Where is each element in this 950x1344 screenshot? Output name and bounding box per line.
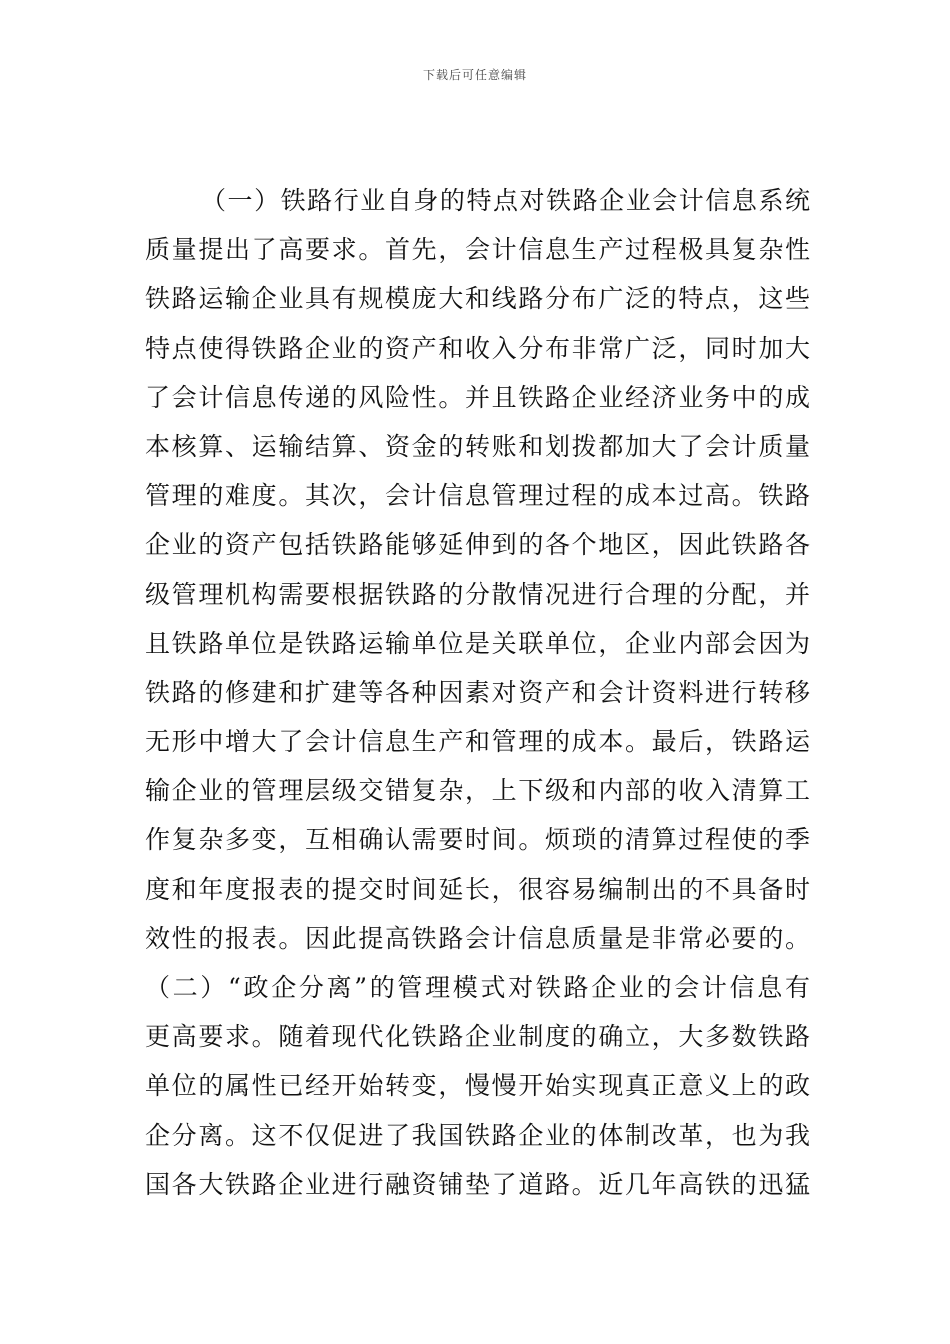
text-line: 更高要求。随着现代化铁路企业制度的确立，大多数铁路 bbox=[145, 1022, 810, 1052]
text-line: 企分离。这不仅促进了我国铁路企业的体制改革，也为我 bbox=[145, 1120, 810, 1150]
text-line: 度和年度报表的提交时间延长，很容易编制出的不具备时 bbox=[145, 874, 810, 904]
text-line: 效性的报表。因此提高铁路会计信息质量是非常必要的。 bbox=[145, 923, 810, 953]
text-line: 企业的资产包括铁路能够延伸到的各个地区，因此铁路各 bbox=[145, 530, 810, 560]
text-line: 铁路的修建和扩建等各种因素对资产和会计资料进行转移 bbox=[145, 677, 810, 707]
text-line: 铁路运输企业具有规模庞大和线路分布广泛的特点，这些 bbox=[145, 284, 810, 314]
text-line: 国各大铁路企业进行融资铺垫了道路。近几年高铁的迅猛 bbox=[145, 1169, 810, 1199]
text-line: （一）铁路行业自身的特点对铁路企业会计信息系统 bbox=[201, 186, 810, 215]
text-line: 无形中增大了会计信息生产和管理的成本。最后，铁路运 bbox=[145, 727, 810, 757]
text-line: （二）“政企分离”的管理模式对铁路企业的会计信息有 bbox=[145, 973, 810, 1002]
text-line: 输企业的管理层级交错复杂，上下级和内部的收入清算工 bbox=[145, 776, 810, 806]
body-text bbox=[145, 176, 810, 1209]
text-line: 单位的属性已经开始转变，慢慢开始实现真正意义上的政 bbox=[145, 1071, 810, 1101]
header-note: 下载后可任意编辑 bbox=[422, 68, 527, 82]
text-line: 作复杂多变，互相确认需要时间。烦琐的清算过程使的季 bbox=[145, 825, 810, 855]
text-line: 特点使得铁路企业的资产和收入分布非常广泛，同时加大 bbox=[145, 333, 810, 363]
text-line: 管理的难度。其次，会计信息管理过程的成本过高。铁路 bbox=[145, 481, 810, 511]
text-line: 本核算、运输结算、资金的转账和划拨都加大了会计质量 bbox=[145, 431, 810, 461]
text-line: 了会计信息传递的风险性。并且铁路企业经济业务中的成 bbox=[145, 382, 810, 412]
text-line: 级管理机构需要根据铁路的分散情况进行合理的分配，并 bbox=[145, 579, 810, 609]
text-line: 且铁路单位是铁路运输单位是关联单位，企业内部会因为 bbox=[145, 628, 810, 658]
text-line: 质量提出了高要求。首先，会计信息生产过程极具复杂性 bbox=[145, 235, 810, 265]
